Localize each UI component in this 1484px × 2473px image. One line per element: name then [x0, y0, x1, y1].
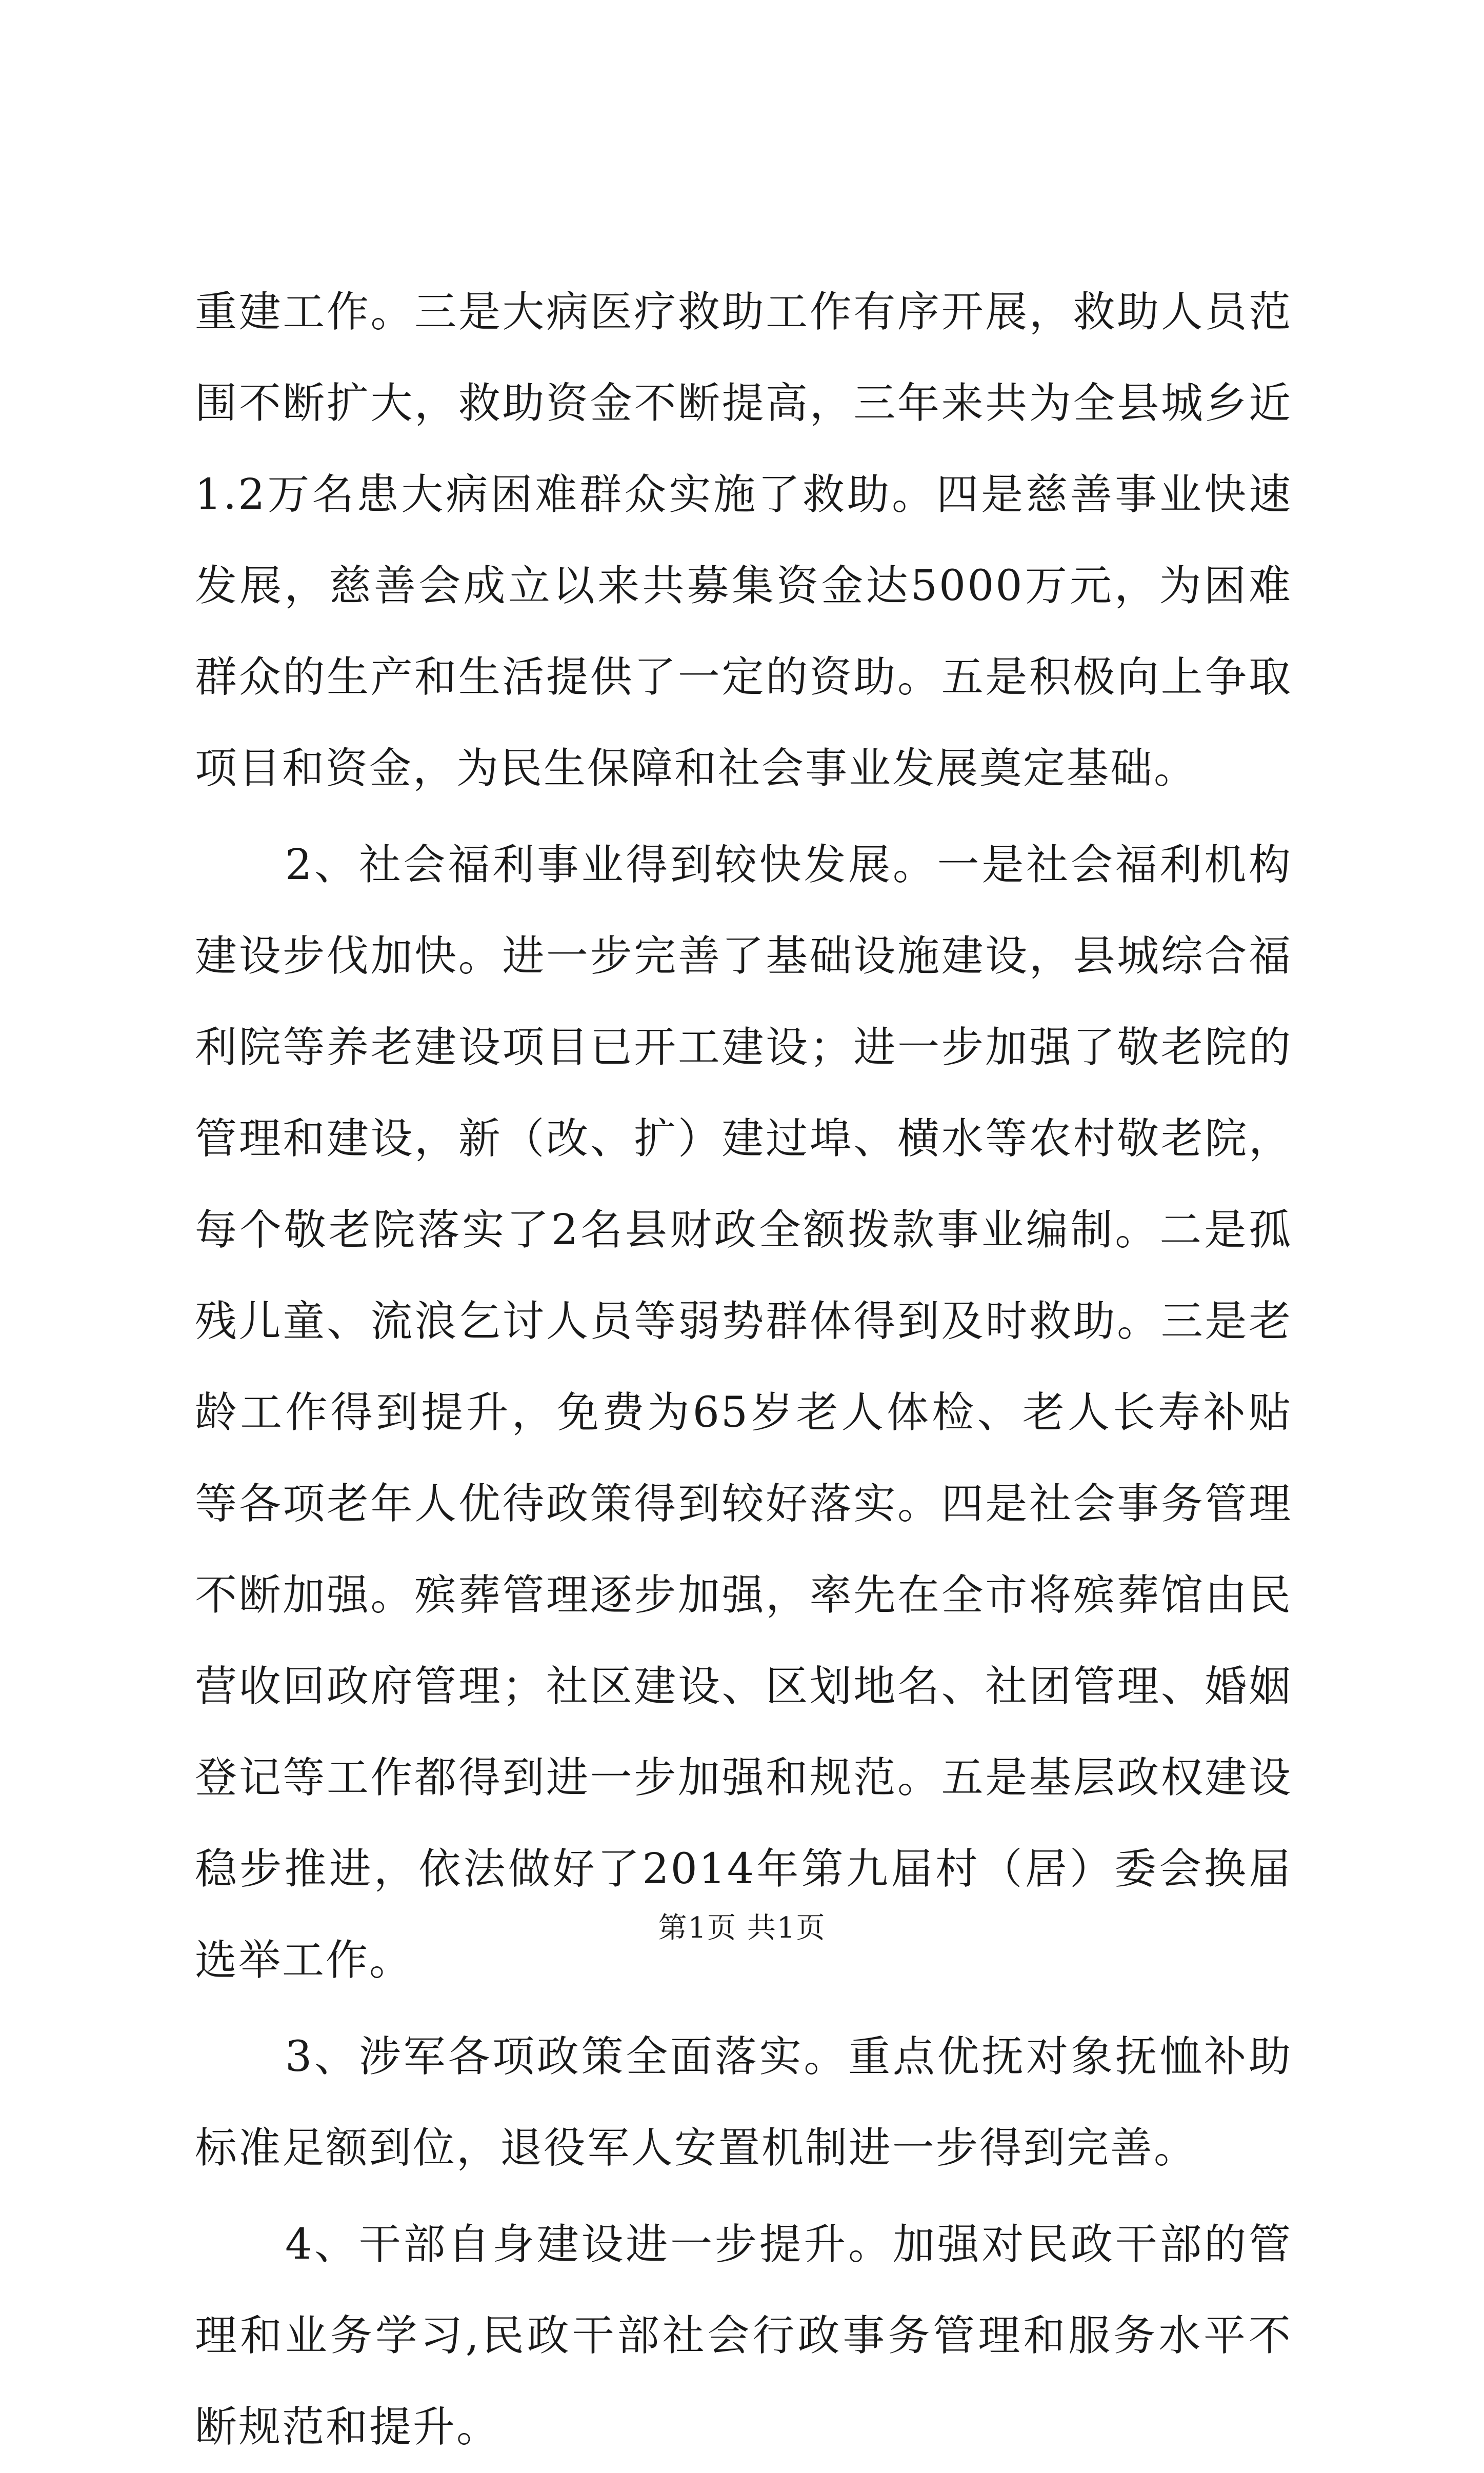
- paragraph-military-policy: 3、涉军各项政策全面落实。重点优抚对象抚恤补助标准足额到位，退役军人安置机制进一步得到完善。: [195, 2032, 1292, 2172]
- paragraph-continued: 重建工作。三是大病医疗救助工作有序开展，救助人员范围不断扩大，救助资金不断提高，三年来共为全县城乡近1.2万名患大病困难群众实施了救助。四是慈善事业快速发展，慈善会成立以来共募集资金达5000万元，为困难群众的生产和生活提供了一定的资助。五是积极向上争取项目和资金，为民生保障和社会事业发展奠定基础。: [195, 288, 1292, 793]
- paragraph-cadre-building: 4、干部自身建设进一步提升。加强对民政干部的管理和业务学习,民政干部社会行政事务管理和服务水平不断规范和提升。: [195, 2220, 1292, 2451]
- document-body: [195, 267, 1292, 2473]
- page-footer: 第1页 共1页: [658, 1911, 826, 1945]
- paragraph-social-welfare: 2、社会福利事业得到较快发展。一是社会福利机构建设步伐加快。进一步完善了基础设施建设，县城综合福利院等养老建设项目已开工建设；进一步加强了敬老院的管理和建设，新（改、扩）建过埠、横水等农村敬老院，每个敬老院落实了2名县财政全额拨款事业编制。二是孤残儿童、流浪乞讨人员等弱势群体得到及时救助。三是老龄工作得到提升，免费为65岁老人体检、老人长寿补贴等各项老年人优待政策得到较好落实。四是社会事务管理不断加强。殡葬管理逐步加强，率先在全市将殡葬馆由民营收回政府管理；社区建设、区划地名、社团管理、婚姻登记等工作都得到进一步加强和规范。五是基层政权建设稳步推进，依法做好了2014年第九届村（居）委会换届选举工作。: [195, 841, 1292, 1985]
